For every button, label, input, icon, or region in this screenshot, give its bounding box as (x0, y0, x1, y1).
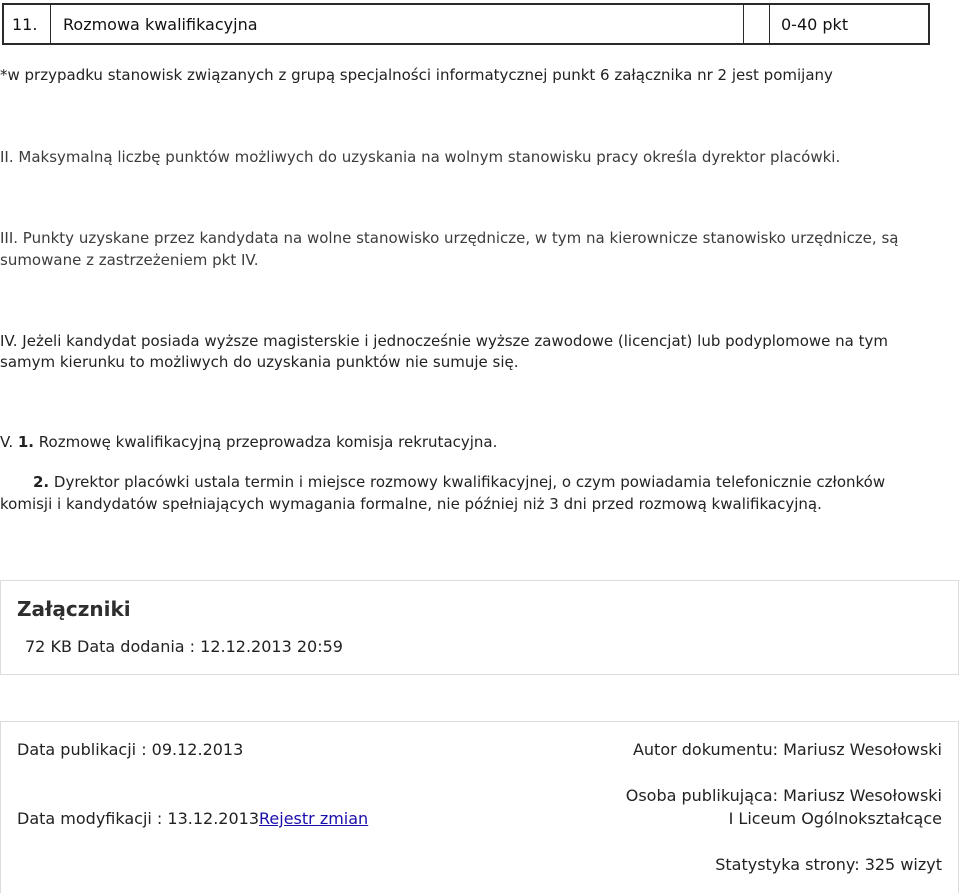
row-points: 0-40 pkt (781, 14, 849, 34)
section-5-item-1-number: 1. (17, 433, 35, 451)
attachments-title: Załączniki (17, 597, 131, 621)
section-5-item-2-line-1 (0, 472, 960, 493)
institution-name: I Liceum Ogólnokształcące (728, 809, 942, 828)
row-criterion-name: Rozmowa kwalifikacyjna (51, 5, 744, 43)
section-4-line-2: samym kierunku to możliwych do uzyskania punktów nie sumuje się. (0, 353, 519, 371)
section-5-item-1-text: Rozmowę kwalifikacyjną przeprowadza komisja rekrutacyjna. (34, 433, 498, 451)
section-5-item-2-number: 2. (33, 473, 50, 491)
change-log-link[interactable]: Rejestr zmian (259, 809, 369, 828)
section-2-text: II. Maksymalną liczbę punktów możliwych do uzyskania na wolnym stanowisku pracy określa dyrektor placówki. (0, 148, 841, 166)
section-5-item-2-line-2: komisji i kandydatów spełniających wymagania formalne, nie później niż 3 dni przed rozmową kwalifikacyjną. (0, 495, 822, 513)
score-table-row (2, 3, 930, 45)
section-5-prefix: V. (0, 433, 18, 451)
attachment-info: 72 KB Data dodania : 12.12.2013 20:59 (25, 637, 343, 656)
section-5-item-1 (0, 432, 960, 453)
attachments-panel (0, 580, 959, 675)
modification-date: Data modyfikacji : 13.12.2013 (17, 809, 260, 828)
note-text: *w przypadku stanowisk związanych z grupą specjalności informatycznej punkt 6 załącznika nr 2 jest pomijany (0, 66, 833, 84)
document-meta-panel (0, 721, 959, 893)
publication-date: Data publikacji : 09.12.2013 (17, 740, 244, 759)
row-empty-cell (744, 5, 770, 43)
publisher-name: Osoba publikująca: Mariusz Wesołowski (625, 786, 942, 805)
modification-row (17, 809, 368, 828)
section-5-item-2-text: Dyrektor placówki ustala termin i miejsce rozmowy kwalifikacyjnej, o czym powiadamia telefonicznie członków (49, 473, 886, 491)
section-3-line-2: sumowane z zastrzeżeniem pkt IV. (0, 251, 259, 269)
section-3-line-1: III. Punkty uzyskane przez kandydata na wolne stanowisko urzędnicze, w tym na kierownicze stanowisko urzędnicze, są (0, 229, 899, 247)
document-author: Autor dokumentu: Mariusz Wesołowski (632, 740, 942, 759)
page-stats: Statystyka strony: 325 wizyt (715, 855, 942, 874)
row-number: 11. (4, 5, 51, 43)
section-4-line-1: IV. Jeżeli kandydat posiada wyższe magisterskie i jednocześnie wyższe zawodowe (licencjat) lub podyplomowe na tym (0, 332, 888, 350)
